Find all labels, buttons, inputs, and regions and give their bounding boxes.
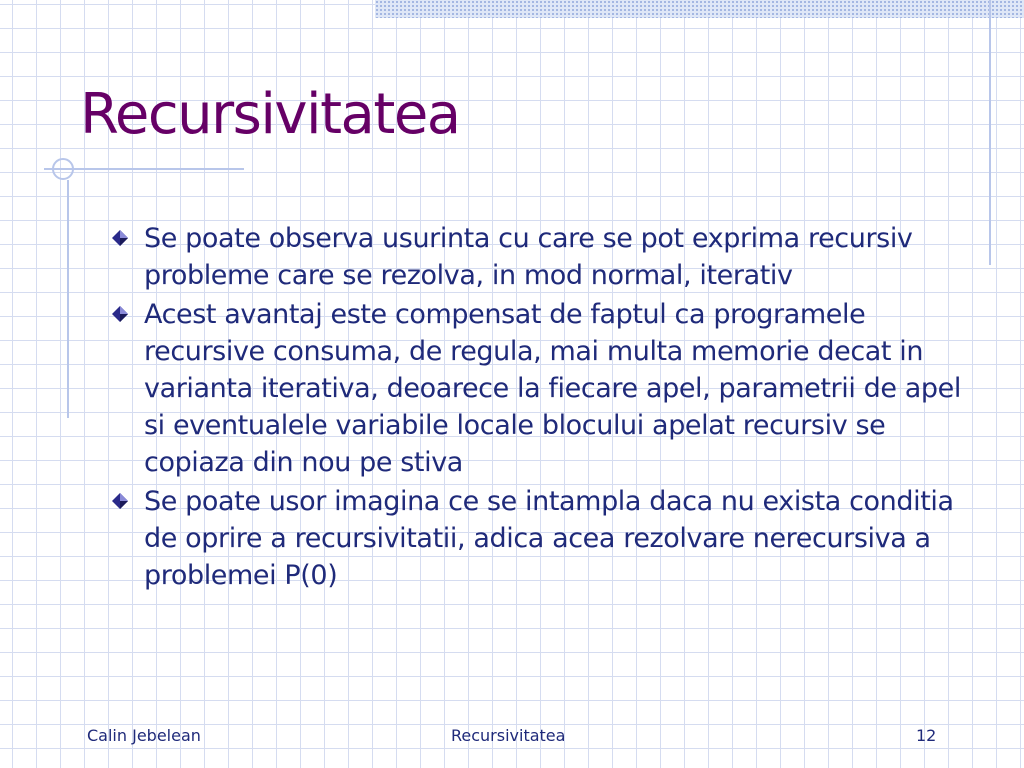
left-decorative-rule xyxy=(67,180,69,418)
diamond-bullet-icon xyxy=(112,230,128,246)
bullet-item xyxy=(106,220,976,294)
top-decorative-band xyxy=(375,0,1024,18)
bullet-item xyxy=(106,483,976,594)
bullet-list xyxy=(106,220,976,596)
diamond-bullet-icon xyxy=(112,493,128,509)
right-decorative-rule xyxy=(989,0,991,265)
footer-page-number: 12 xyxy=(916,726,937,745)
bullet-text: Acest avantaj este compensat de faptul ca programele recursive consuma, de regula, mai multa memorie decat in varianta iterativa, deoarece la fiecare apel, parametrii de apel si eventualele variabile locale blocului apelat recursiv se copiaza din nou pe stiva xyxy=(144,299,961,478)
slide-title: Recursivitatea xyxy=(80,82,460,147)
bullet-item xyxy=(106,296,976,481)
footer-author: Calin Jebelean xyxy=(87,726,201,745)
bullet-text: Se poate observa usurinta cu care se pot exprima recursiv probleme care se rezolva, in mod normal, iterativ xyxy=(144,223,913,291)
title-underline-rule xyxy=(44,168,244,170)
bullet-text: Se poate usor imagina ce se intampla daca nu exista conditia de oprire a recursivitatii, adica acea rezolvare nerecursiva a problemei P(0) xyxy=(144,486,954,591)
footer-topic: Recursivitatea xyxy=(451,726,566,745)
corner-circle-ornament xyxy=(52,158,74,180)
diamond-bullet-icon xyxy=(112,306,128,322)
